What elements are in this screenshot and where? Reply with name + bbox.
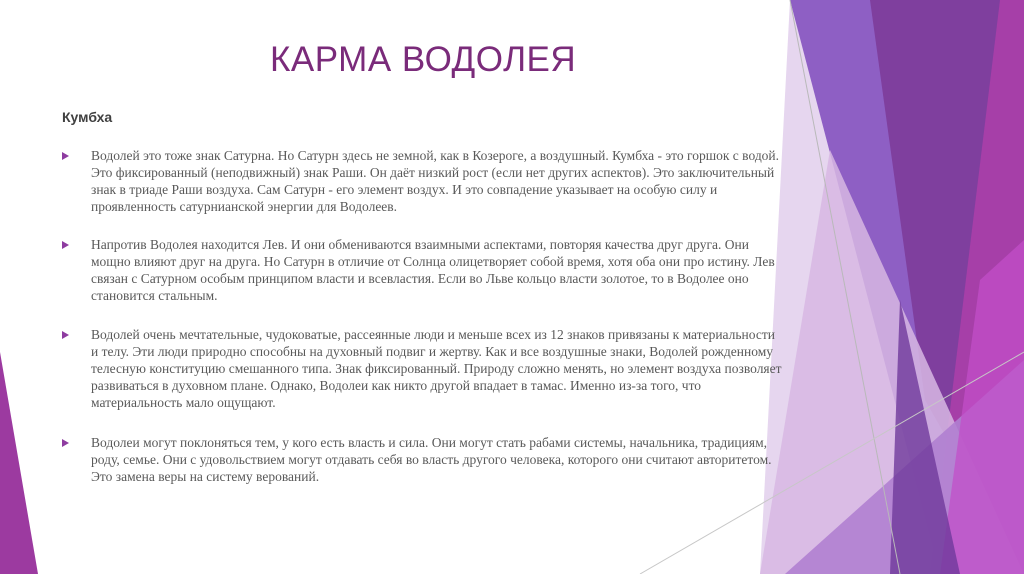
deco-shape-left-bottom (0, 352, 38, 574)
bullet-item-3 (62, 326, 782, 411)
bullet-item-2 (62, 236, 782, 304)
bullet-arrow-icon (62, 331, 69, 339)
slide-subtitle: Кумбха (62, 109, 113, 125)
bullet-arrow-icon (62, 241, 69, 249)
bullet-item-1 (62, 147, 782, 215)
bullet-text-4: Водолеи могут поклоняться тем, у кого есть власть и сила. Они могут стать рабами системы, начальника, традициям, роду, семье. Они с удовольствием могут отдавать себя во власть другого человека, которого они считают авторитетом. Это замена веры на систему верований. (91, 435, 772, 484)
bullet-arrow-icon (62, 439, 69, 447)
slide-title: КАРМА ВОДОЛЕЯ (270, 40, 577, 79)
bullet-item-4 (62, 434, 782, 485)
bullet-text-1: Водолей это тоже знак Сатурна. Но Сатурн здесь не земной, как в Козероге, а воздушный. Кумбха - это горшок с водой. Это фиксированный (неподвижный) знак Раши. Он даёт низкий рост (если нет других аспектов). Это заключительный знак в триаде Раши воздуха. Сам Сатурн - его элемент воздух. И это совпадение указывает на особую силу и проявленность сатурнианской энергии для Водолеев. (91, 148, 780, 214)
bullet-arrow-icon (62, 152, 69, 160)
bullet-text-3: Водолей очень мечтательные, чудоковатые, рассеянные люди и меньше всех из 12 знаков привязаны к материальности и телу. Эти люди природно способны на духовный подвиг и жертву. Как и все воздушные знаки, Водолей рожденному телесную конституцию смешанного типа. Знак фиксированный. Природу сложно менять, но элемент воздуха позволяет развиваться в духовном плане. Однако, Водолеи как никто другой впадает в тамас. Именно из-за того, что материальность мало ощущают. (91, 327, 782, 410)
bullet-text-2: Напротив Водолея находится Лев. И они обмениваются взаимными аспектами, повторяя качества друг друга. Они мощно влияют друг на друга. Но Сатурн в отличие от Солнца олицетворяет собой время, хотя оба они про истину. Лев связан с Сатурном особым принципом власти и всевластия. Если во Льве кольцо власти золотое, то в Водолее оно становится стальным. (91, 237, 775, 303)
